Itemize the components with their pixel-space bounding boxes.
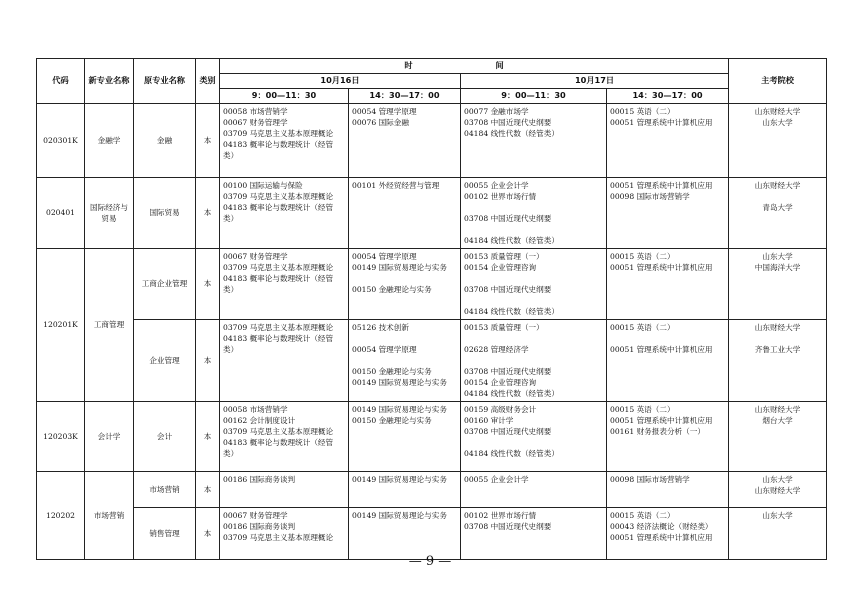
cell-spacer [731, 333, 824, 344]
subjects-d2-am [461, 248, 607, 319]
cell-line: 00100 国际运输与保险 [223, 180, 303, 190]
cell-line: 04183 概率论与数理统计（经管 [223, 437, 334, 447]
level: 本 [196, 103, 220, 177]
table-row [37, 471, 827, 507]
major-code: 120202 [37, 471, 85, 559]
cell-line: 03709 马克思主义基本原理概论 [223, 322, 334, 332]
table-row [37, 177, 827, 248]
level: 本 [196, 319, 220, 401]
cell-line: 中国海洋大学 [754, 262, 801, 272]
table-row [37, 319, 827, 401]
cell-line: 04184 线性代数（经管类） [464, 388, 559, 398]
cell-line: 03708 中国近现代史纲要 [464, 521, 552, 531]
cell-line: 00051 管理系统中计算机应用 [610, 344, 713, 354]
cell-line: 00150 金融理论与实务 [352, 284, 432, 294]
cell-line: 山东财经大学 [754, 322, 801, 332]
cell-line: 齐鲁工业大学 [754, 344, 801, 354]
header-date-oct16: 10月16日 [220, 73, 461, 88]
cell-line: 03709 马克思主义基本原理概论 [223, 426, 334, 436]
old-major-name: 金融 [134, 103, 196, 177]
level: 本 [196, 177, 220, 248]
header-old-major: 原专业名称 [134, 59, 196, 104]
cell-line: 03708 中国近现代史纲要 [464, 426, 552, 436]
cell-line: 03708 中国近现代史纲要 [464, 117, 552, 127]
cell-line: 00150 金融理论与实务 [352, 366, 432, 376]
subjects-d2-pm [607, 401, 729, 471]
level: 本 [196, 248, 220, 319]
header-new-major: 新专业名称 [85, 59, 134, 104]
cell-line: 00015 英语（二） [610, 404, 675, 414]
cell-line: 00051 管理系统中计算机应用 [610, 262, 713, 272]
cell-line: 山东大学 [762, 510, 793, 520]
cell-spacer [464, 273, 603, 284]
cell-line: 山东大学 [762, 251, 793, 261]
page-number: — 9 — [408, 554, 452, 569]
cell-line: 04184 线性代数（经管类） [464, 306, 559, 316]
subjects-d1-am [220, 319, 349, 401]
cell-line: 03708 中国近现代史纲要 [464, 366, 552, 376]
cell-line: 山东财经大学 [754, 106, 801, 116]
cell-spacer [610, 333, 725, 344]
cell-line: 02628 管理经济学 [464, 344, 529, 354]
cell-line: 00015 英语（二） [610, 251, 675, 261]
subjects-d2-am [461, 507, 607, 559]
cell-line: 00102 世界市场行情 [464, 191, 537, 201]
subjects-d1-pm [349, 103, 461, 177]
cell-line: 00098 国际市场营销学 [610, 191, 690, 201]
cell-line: 03709 马克思主义基本原理概论 [223, 128, 334, 138]
cell-spacer [352, 333, 457, 344]
host-universities [729, 177, 827, 248]
cell-line: 04183 概率论与数理统计（经管 [223, 202, 334, 212]
subjects-d2-am [461, 103, 607, 177]
cell-line: 00161 财务报表分析（一） [610, 426, 705, 436]
cell-line: 03708 中国近现代史纲要 [464, 284, 552, 294]
cell-line: 山东财经大学 [754, 404, 801, 414]
header-date-oct17: 10月17日 [461, 73, 729, 88]
new-major-name: 会计学 [85, 401, 134, 471]
cell-line: 00051 管理系统中计算机应用 [610, 532, 713, 542]
cell-line: 00055 企业会计学 [464, 180, 529, 190]
subjects-d1-pm [349, 248, 461, 319]
subjects-d1-pm [349, 471, 461, 507]
host-universities [729, 507, 827, 559]
subjects-d2-am [461, 401, 607, 471]
old-major-name: 销售管理 [134, 507, 196, 559]
cell-line: 00149 国际贸易理论与实务 [352, 377, 447, 387]
cell-line: 00153 质量管理（一） [464, 322, 544, 332]
cell-line: 烟台大学 [762, 415, 793, 425]
cell-line: 类） [223, 150, 239, 160]
table-row [37, 507, 827, 559]
cell-line: 00054 管理学原理 [352, 251, 417, 261]
subjects-d1-am [220, 248, 349, 319]
cell-spacer [464, 437, 603, 448]
level: 本 [196, 507, 220, 559]
header-host: 主考院校 [729, 59, 827, 104]
cell-line: 00051 管理系统中计算机应用 [610, 415, 713, 425]
cell-spacer [464, 355, 603, 366]
cell-line: 00149 国际贸易理论与实务 [352, 474, 447, 484]
cell-line: 青岛大学 [762, 202, 793, 212]
cell-line: 00149 国际贸易理论与实务 [352, 510, 447, 520]
cell-line: 00054 管理学原理 [352, 106, 417, 116]
host-universities [729, 248, 827, 319]
cell-line: 00076 国际金融 [352, 117, 409, 127]
cell-line: 04184 线性代数（经管类） [464, 128, 559, 138]
header-slot-d1-am: 9：00—11：30 [220, 88, 349, 103]
host-universities [729, 401, 827, 471]
subjects-d1-am [220, 471, 349, 507]
cell-line: 00067 财务管理学 [223, 117, 288, 127]
subjects-d2-pm [607, 103, 729, 177]
table-row [37, 248, 827, 319]
subjects-d1-pm [349, 507, 461, 559]
old-major-name: 市场营销 [134, 471, 196, 507]
cell-line: 00067 财务管理学 [223, 510, 288, 520]
cell-spacer [464, 295, 603, 306]
subjects-d2-pm [607, 177, 729, 248]
header-row-1 [37, 59, 827, 74]
cell-line: 05126 技术创新 [352, 322, 409, 332]
old-major-name: 会计 [134, 401, 196, 471]
cell-line: 00186 国际商务谈判 [223, 521, 296, 531]
cell-spacer [464, 333, 603, 344]
cell-line: 00051 管理系统中计算机应用 [610, 117, 713, 127]
cell-line: 03708 中国近现代史纲要 [464, 213, 552, 223]
subjects-d1-am [220, 177, 349, 248]
header-level: 类别 [196, 59, 220, 104]
host-universities [729, 471, 827, 507]
new-major-name: 金融学 [85, 103, 134, 177]
cell-line: 类） [223, 448, 239, 458]
exam-schedule-table [36, 58, 827, 560]
subjects-d2-am [461, 471, 607, 507]
cell-line: 00015 英语（二） [610, 510, 675, 520]
cell-line: 00043 经济法概论（财经类） [610, 521, 713, 531]
cell-line: 00186 国际商务谈判 [223, 474, 296, 484]
cell-line: 03709 马克思主义基本原理概论 [223, 532, 334, 542]
level: 本 [196, 401, 220, 471]
cell-spacer [464, 202, 603, 213]
cell-line: 00077 金融市场学 [464, 106, 529, 116]
cell-line: 00051 管理系统中计算机应用 [610, 180, 713, 190]
cell-line: 山东财经大学 [754, 180, 801, 190]
cell-line: 00098 国际市场营销学 [610, 474, 690, 484]
cell-line: 类） [223, 344, 239, 354]
major-code: 020401 [37, 177, 85, 248]
cell-line: 00058 市场营销学 [223, 106, 288, 116]
subjects-d1-am [220, 507, 349, 559]
cell-line: 00154 企业管理咨询 [464, 262, 537, 272]
cell-spacer [731, 191, 824, 202]
old-major-name: 企业管理 [134, 319, 196, 401]
subjects-d2-am [461, 319, 607, 401]
cell-spacer [352, 273, 457, 284]
old-major-name: 工商企业管理 [134, 248, 196, 319]
cell-line: 山东大学 [762, 474, 793, 484]
cell-line: 00160 审计学 [464, 415, 514, 425]
cell-line: 04183 概率论与数理统计（经管 [223, 273, 334, 283]
cell-line: 00150 金融理论与实务 [352, 415, 432, 425]
subjects-d2-am [461, 177, 607, 248]
cell-line: 04184 线性代数（经管类） [464, 448, 559, 458]
major-code: 120201K [37, 248, 85, 401]
cell-line: 类） [223, 284, 239, 294]
subjects-d2-pm [607, 471, 729, 507]
cell-line: 山东财经大学 [754, 485, 801, 495]
cell-line: 00154 企业管理咨询 [464, 377, 537, 387]
cell-line: 00162 会计制度设计 [223, 415, 296, 425]
subjects-d2-pm [607, 507, 729, 559]
table-row [37, 401, 827, 471]
cell-line: 00015 英语（二） [610, 322, 675, 332]
cell-spacer [352, 355, 457, 366]
header-slot-d1-pm: 14：30—17：00 [349, 88, 461, 103]
cell-line: 00102 世界市场行情 [464, 510, 537, 520]
cell-line: 00055 企业会计学 [464, 474, 529, 484]
cell-line: 山东大学 [762, 117, 793, 127]
cell-line: 00054 管理学原理 [352, 344, 417, 354]
major-code: 020301K [37, 103, 85, 177]
header-time: 时 间 [220, 59, 729, 74]
subjects-d1-am [220, 401, 349, 471]
header-slot-d2-am: 9：00—11：30 [461, 88, 607, 103]
header-slot-d2-pm: 14：30—17：00 [607, 88, 729, 103]
old-major-name: 国际贸易 [134, 177, 196, 248]
cell-line: 04184 线性代数（经管类） [464, 235, 559, 245]
major-code: 120203K [37, 401, 85, 471]
subjects-d1-pm [349, 177, 461, 248]
cell-line: 00058 市场营销学 [223, 404, 288, 414]
subjects-d2-pm [607, 319, 729, 401]
subjects-d1-pm [349, 401, 461, 471]
cell-line: 00101 外经贸经营与管理 [352, 180, 440, 190]
level: 本 [196, 471, 220, 507]
host-universities [729, 103, 827, 177]
cell-line: 03709 马克思主义基本原理概论 [223, 262, 334, 272]
table-row [37, 103, 827, 177]
cell-line: 04183 概率论与数理统计（经管 [223, 139, 334, 149]
new-major-name: 工商管理 [85, 248, 134, 401]
subjects-d2-pm [607, 248, 729, 319]
cell-line: 04183 概率论与数理统计（经管 [223, 333, 334, 343]
cell-line: 03709 马克思主义基本原理概论 [223, 191, 334, 201]
subjects-d1-pm [349, 319, 461, 401]
cell-line: 00153 质量管理（一） [464, 251, 544, 261]
subjects-d1-am [220, 103, 349, 177]
host-universities [729, 319, 827, 401]
cell-line: 00159 高级财务会计 [464, 404, 537, 414]
cell-spacer [464, 224, 603, 235]
cell-line: 00067 财务管理学 [223, 251, 288, 261]
cell-line: 00149 国际贸易理论与实务 [352, 404, 447, 414]
cell-line: 00015 英语（二） [610, 106, 675, 116]
header-code: 代码 [37, 59, 85, 104]
cell-line: 类） [223, 213, 239, 223]
new-major-name: 市场营销 [85, 471, 134, 559]
new-major-name: 国际经济与 贸易 [85, 177, 134, 248]
cell-line: 00149 国际贸易理论与实务 [352, 262, 447, 272]
